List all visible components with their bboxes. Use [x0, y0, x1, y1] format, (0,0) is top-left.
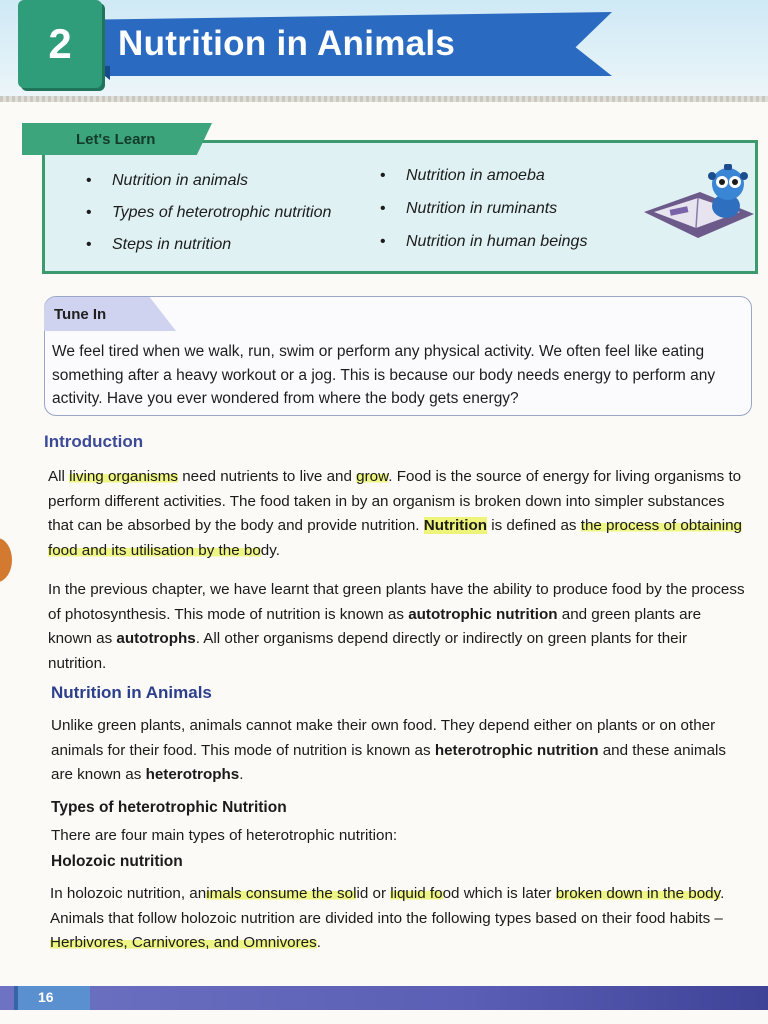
- learn-list-item: • Nutrition in human beings: [380, 233, 588, 250]
- nutrition-in-animals-paragraph: Unlike green plants, animals cannot make their own food. They depend either on plants or on other animals for their food. This mode of nutrition is known as heterotrophic nutrition and these animals are known as heterotrophs.: [51, 717, 726, 783]
- robot-reading-icon: [640, 162, 758, 242]
- holozoic-heading: Holozoic nutrition: [51, 853, 183, 870]
- tune-in-text: We feel tired when we walk, run, swim or perform any physical activity. We often feel like eating something after a heavy workout or a jog. This is because our body needs energy to perform any activity. Have you ever wondered from where the body gets energy?: [52, 343, 716, 407]
- introduction-heading: Introduction: [44, 432, 144, 451]
- term-autotrophic-nutrition: autotrophic nutrition: [408, 605, 558, 623]
- introduction-paragraph-1: All living organisms need nutrients to live and grow. Food is the source of energy for living organisms to perform different activities. The food taken in by an organism is broken down into simpler substances that can be absorbed by the body and provide nutrition. Nutrition is defined as the process of obtaining food and its utilisation by the body.: [48, 468, 742, 559]
- lets-learn-label: Let's Learn: [76, 131, 156, 148]
- types-intro: There are four main types of heterotrophic nutrition:: [51, 827, 398, 844]
- learn-list-item: • Steps in nutrition: [86, 236, 232, 253]
- bullet-icon: •: [380, 200, 386, 217]
- page-edge-tab: [0, 538, 12, 582]
- term-heterotrophic-nutrition: heterotrophic nutrition: [434, 741, 599, 759]
- chapter-number: 2: [48, 20, 72, 67]
- bullet-icon: •: [86, 236, 92, 253]
- bullet-icon: •: [380, 233, 386, 250]
- footer-bar: [0, 986, 768, 1010]
- nutrition-in-animals-heading: Nutrition in Animals: [51, 683, 212, 702]
- chapter-number-badge: [18, 0, 102, 88]
- tune-in-label: Tune In: [54, 306, 107, 323]
- introduction-paragraph-2: In the previous chapter, we have learnt that green plants have the ability to produce food by the process of photosynthesis. This mode of nutrition is known as autotrophic nutrition and green plants are known as autotrophs. All other organisms depend directly or indirectly on green plants for their nutrition.: [48, 581, 745, 672]
- bullet-icon: •: [86, 204, 92, 221]
- learn-list-item: • Nutrition in ruminants: [380, 200, 558, 217]
- learn-list-item: • Nutrition in animals: [86, 172, 249, 189]
- page-number: 16: [38, 989, 54, 1005]
- bullet-icon: •: [86, 172, 92, 189]
- term-heterotrophs: heterotrophs: [145, 766, 240, 783]
- holozoic-paragraph: In holozoic nutrition, animals consume the solid or liquid food which is later broken down in the body. Animals that follow holozoic nutrition are divided into the following types based on their food habits – Herbivores, Carnivores, and Omnivores.: [50, 885, 725, 951]
- chapter-title: Nutrition in Animals: [118, 24, 456, 63]
- learn-list-item: • Nutrition in amoeba: [380, 167, 545, 184]
- term-nutrition: Nutrition: [423, 517, 487, 534]
- learn-list-item: • Types of heterotrophic nutrition: [86, 204, 332, 221]
- types-heading: Types of heterotrophic Nutrition: [51, 799, 287, 816]
- header-divider: [0, 96, 768, 102]
- bullet-icon: •: [380, 167, 386, 184]
- term-autotrophs: autotrophs: [116, 630, 196, 647]
